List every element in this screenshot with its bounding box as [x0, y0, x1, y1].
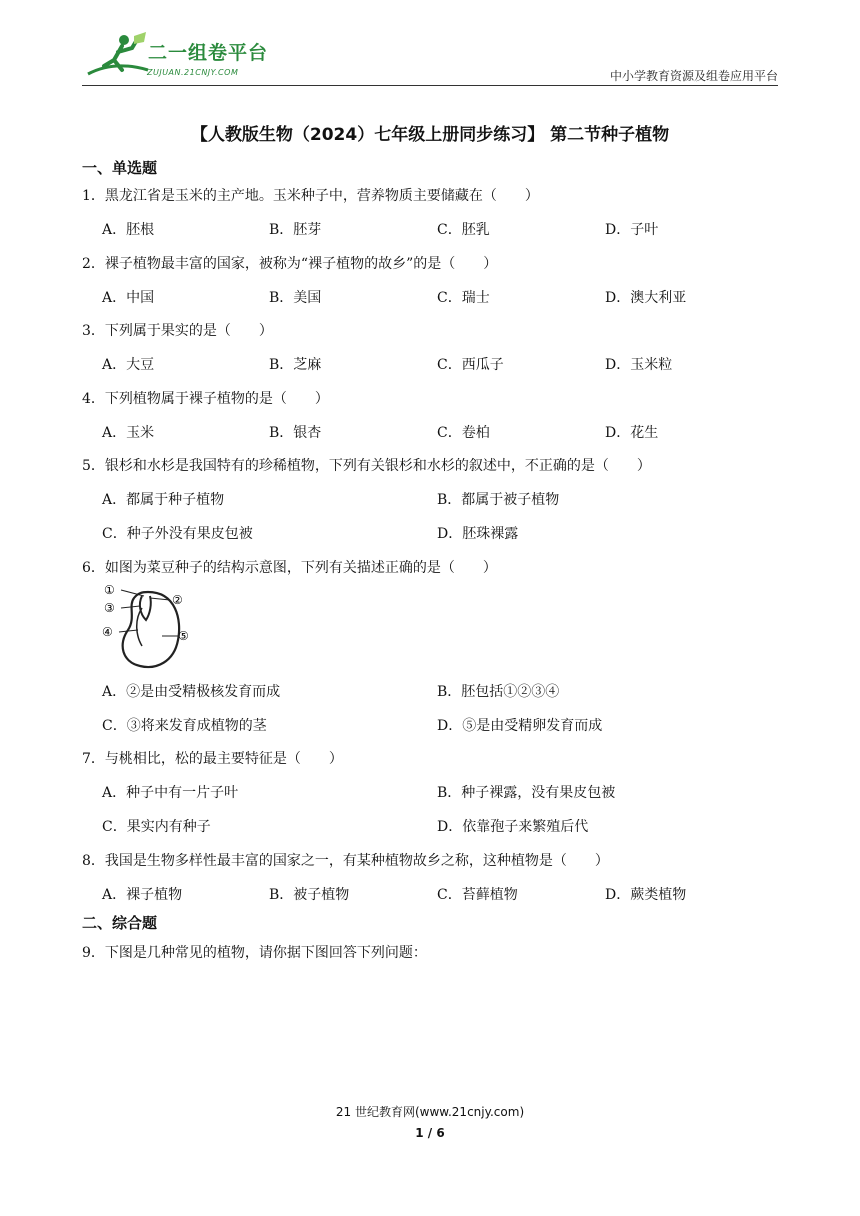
option: B．胚包括①②③④: [437, 684, 560, 700]
option: D．子叶: [605, 222, 659, 238]
option: A．种子中有一片子叶: [102, 785, 239, 801]
question-stem: 5．银杉和水杉是我国特有的珍稀植物，下列有关银杉和水杉的叙述中，不正确的是（ ）: [82, 458, 651, 474]
logo-subtitle: ZUJUAN.21CNJY.COM: [147, 68, 239, 77]
option: B．芝麻: [269, 357, 322, 373]
figure-label: ⑤: [178, 629, 189, 643]
option: B．都属于被子植物: [437, 492, 560, 508]
question-stem: 9．下图是几种常见的植物，请你据下图回答下列问题：: [82, 945, 427, 961]
option: C．苔藓植物: [437, 887, 518, 903]
option: A．②是由受精极核发育而成: [102, 684, 281, 700]
runner-logo-icon: [84, 30, 154, 86]
option: D．⑤是由受精卵发育而成: [437, 718, 603, 734]
option: A．都属于种子植物: [102, 492, 225, 508]
option: B．美国: [269, 290, 322, 306]
figure-label: ④: [102, 625, 113, 639]
option: C．③将来发育成植物的茎: [102, 718, 267, 734]
option: D．花生: [605, 425, 659, 441]
label-line: [121, 606, 140, 608]
option: A．中国: [102, 290, 155, 306]
figure-label: ③: [104, 601, 115, 615]
question-stem: 8．我国是生物多样性最丰富的国家之一，有某种植物故乡之称，这种植物是（ ）: [82, 853, 609, 869]
option: D．玉米粒: [605, 357, 673, 373]
question-stem: 4．下列植物属于裸子植物的是（ ）: [82, 391, 329, 407]
option: B．被子植物: [269, 887, 350, 903]
question-stem: 1．黑龙江省是玉米的主产地。玉米种子中，营养物质主要储藏在（ ）: [82, 188, 539, 204]
option: C．瑞士: [437, 290, 490, 306]
option: D．依靠孢子来繁殖后代: [437, 819, 589, 835]
logo-text: 二一组卷平台: [148, 42, 269, 64]
option: B．种子裸露，没有果皮包被: [437, 785, 616, 801]
question-stem: 3．下列属于果实的是（ ）: [82, 323, 273, 339]
header-divider: [82, 85, 778, 86]
option: D．蕨类植物: [605, 887, 687, 903]
figure-label: ①: [104, 583, 115, 597]
bean-seed-diagram: [98, 580, 198, 672]
option: C．西瓜子: [437, 357, 504, 373]
option: C．种子外没有果皮包被: [102, 526, 253, 542]
platform-name: 中小学教育资源及组卷应用平台: [609, 69, 778, 83]
section-heading-comprehensive: 二、综合题: [82, 914, 158, 932]
option: C．胚乳: [437, 222, 490, 238]
figure-label: ②: [172, 593, 183, 607]
option: B．银杏: [269, 425, 322, 441]
option: C．果实内有种子: [102, 819, 211, 835]
option: A．裸子植物: [102, 887, 183, 903]
question-stem: 2．裸子植物最丰富的国家，被称为“裸子植物的故乡”的是（ ）: [82, 256, 498, 272]
option: C．卷柏: [437, 425, 490, 441]
page-title: 【人教版生物（2024）七年级上册同步练习】 第二节种子植物: [190, 125, 670, 145]
option: D．胚珠裸露: [437, 526, 519, 542]
option: A．胚根: [102, 222, 155, 238]
section-heading-single-choice: 一、单选题: [82, 159, 158, 177]
option: A．玉米: [102, 425, 155, 441]
page-number: 1 / 6: [415, 1126, 445, 1140]
question-stem: 6．如图为菜豆种子的结构示意图，下列有关描述正确的是（ ）: [82, 560, 497, 576]
option: A．大豆: [102, 357, 155, 373]
option: D．澳大利亚: [605, 290, 687, 306]
option: B．胚芽: [269, 222, 322, 238]
question-stem: 7．与桃相比，松的最主要特征是（ ）: [82, 751, 343, 767]
footer-site: 21 世纪教育网(www.21cnjy.com): [335, 1105, 525, 1119]
